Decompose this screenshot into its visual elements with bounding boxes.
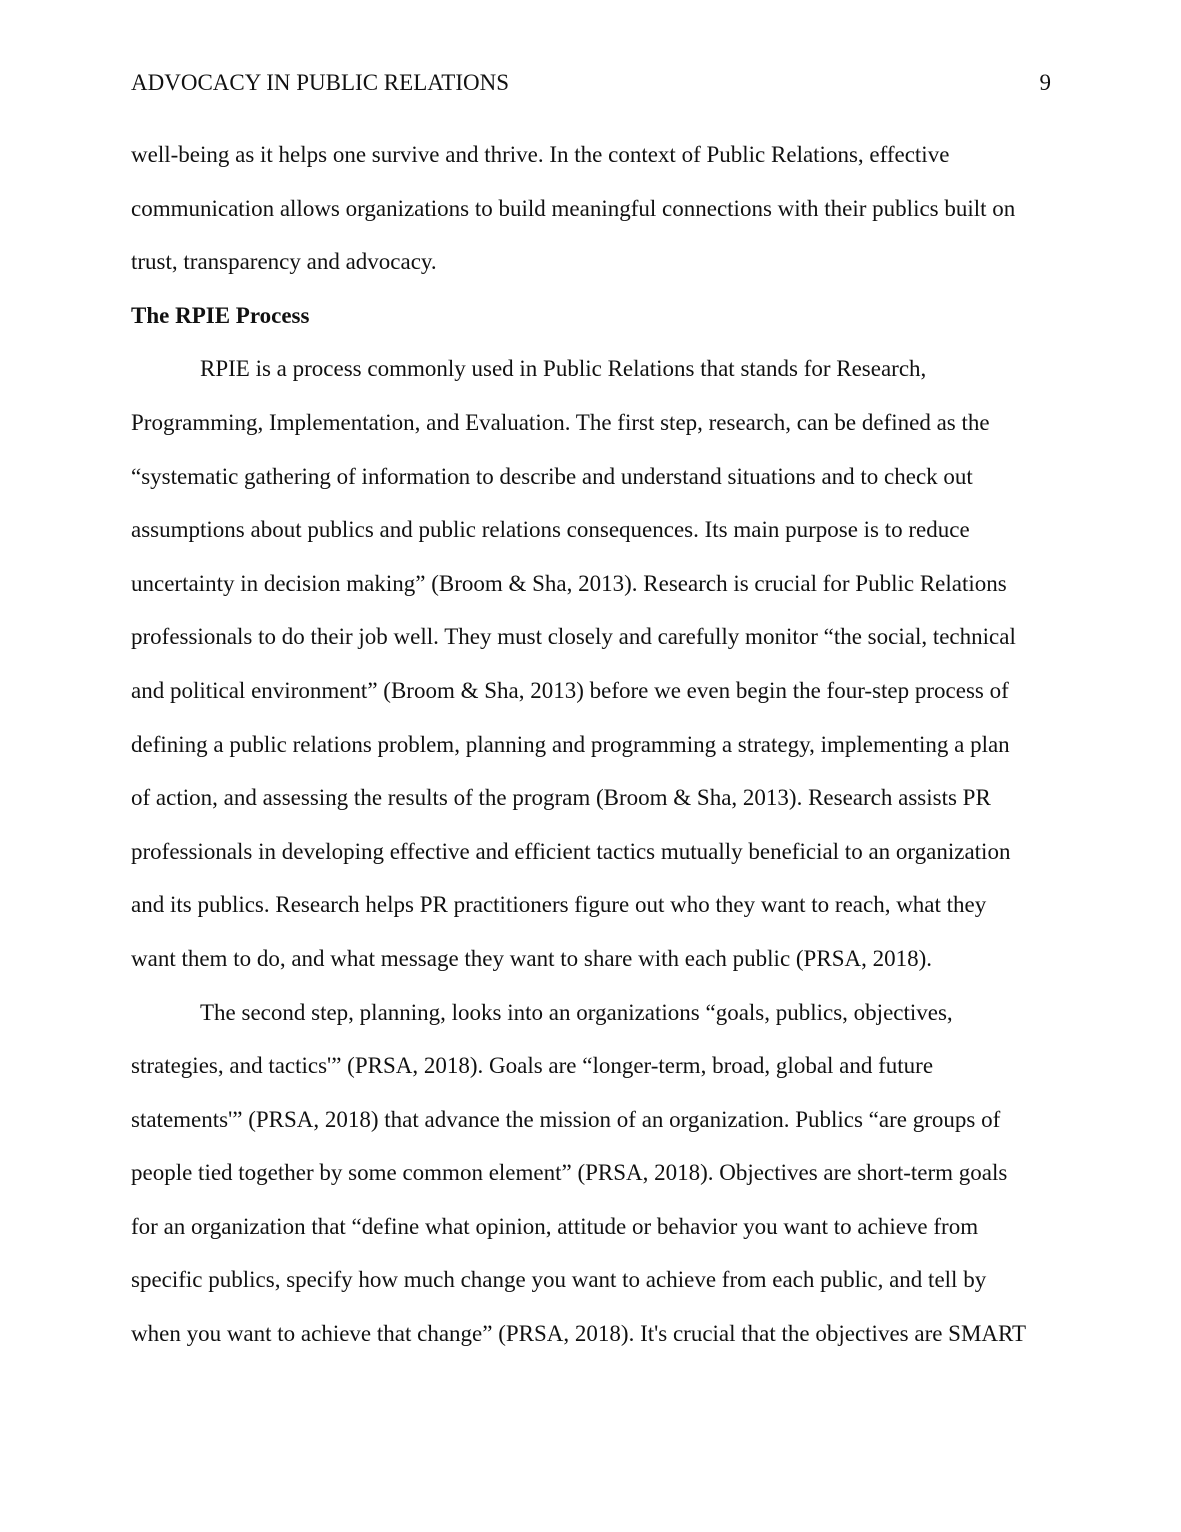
text-line: well-being as it helps one survive and thrive. In the context of Public Relations, effective <box>131 142 950 167</box>
text-line: RPIE is a process commonly used in Public Relations that stands for Research, <box>200 356 927 382</box>
text-line: statements'” (PRSA, 2018) that advance the mission of an organization. Publics “are groups of <box>131 1106 1001 1132</box>
text-line: assumptions about publics and public relations consequences. Its main purpose is to reduce <box>131 517 970 543</box>
text-line: defining a public relations problem, planning and programming a strategy, implementing a plan <box>131 731 1010 757</box>
text-line: “systematic gathering of information to describe and understand situations and to check out <box>131 463 973 489</box>
page-number: 9 <box>1039 70 1051 95</box>
text-line: The second step, planning, looks into an organizations “goals, publics, objectives, <box>200 999 953 1025</box>
running-header <box>131 69 1051 96</box>
text-line: professionals to do their job well. They must closely and carefully monitor “the social, technical <box>131 624 1016 650</box>
text-line: strategies, and tactics'” (PRSA, 2018). Goals are “longer-term, broad, global and future <box>131 1053 934 1079</box>
running-head-title: ADVOCACY IN PUBLIC RELATIONS <box>131 70 510 95</box>
document-body <box>131 128 1051 1361</box>
text-line: communication allows organizations to build meaningful connections with their publics built on <box>131 195 1016 221</box>
text-line: specific publics, specify how much change you want to achieve from each public, and tell by <box>131 1267 987 1293</box>
text-line: and political environment” (Broom & Sha, 2013) before we even begin the four-step process of <box>131 677 1009 703</box>
text-line: people tied together by some common element” (PRSA, 2018). Objectives are short-term goals <box>131 1160 1008 1186</box>
text-line: when you want to achieve that change” (PRSA, 2018). It's crucial that the objectives are SMART <box>131 1321 1027 1347</box>
text-line: and its publics. Research helps PR practitioners figure out who they want to reach, what they <box>131 892 987 918</box>
text-line: want them to do, and what message they want to share with each public (PRSA, 2018). <box>131 945 933 971</box>
text-line: professionals in developing effective and efficient tactics mutually beneficial to an organization <box>131 838 1011 864</box>
text-line: Programming, Implementation, and Evaluation. The first step, research, can be defined as the <box>131 409 990 435</box>
text-line: of action, and assessing the results of the program (Broom & Sha, 2013). Research assists PR <box>131 785 991 811</box>
section-heading: The RPIE Process <box>131 302 310 328</box>
text-line: for an organization that “define what opinion, attitude or behavior you want to achieve from <box>131 1213 979 1239</box>
text-line: trust, transparency and advocacy. <box>131 249 437 275</box>
text-line: uncertainty in decision making” (Broom & Sha, 2013). Research is crucial for Public Relations <box>131 570 1007 596</box>
